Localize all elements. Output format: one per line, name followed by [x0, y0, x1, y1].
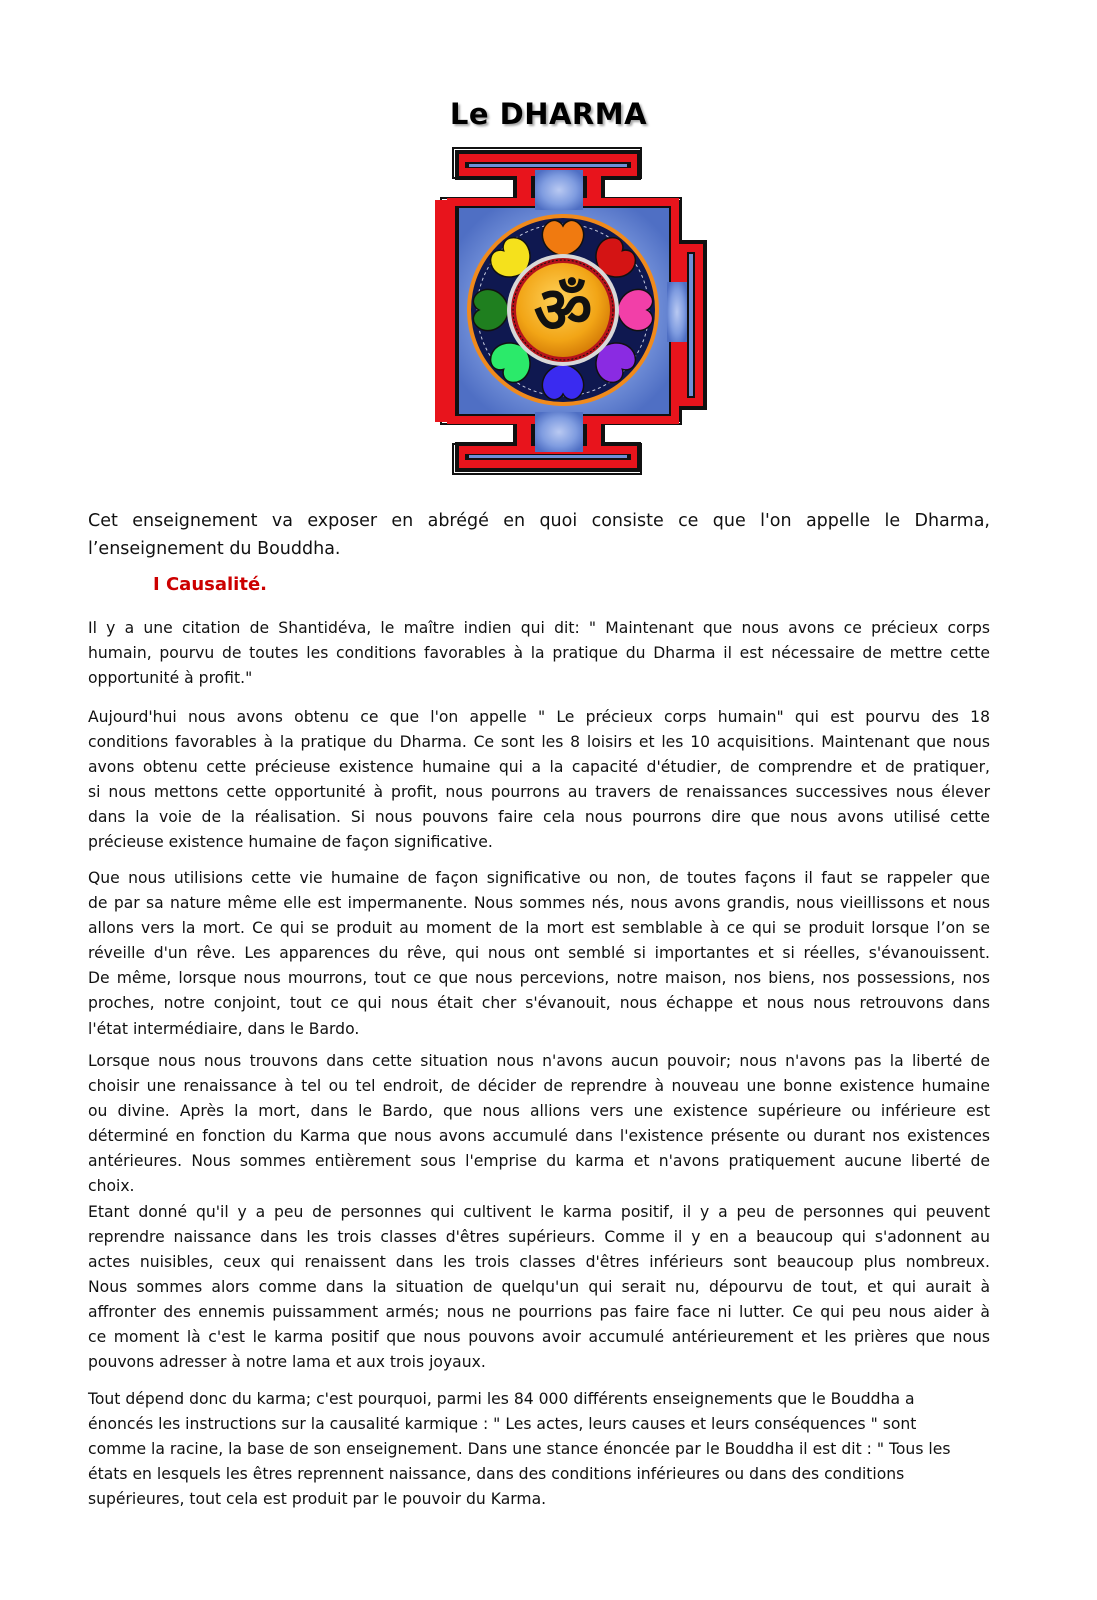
intro-line: Cet enseignement va exposer en abrégé en quoi consiste ce que l'on appelle le Dharma, — [88, 511, 990, 531]
yantra-graphic — [435, 142, 715, 480]
text-line: réveille d'un rêve. Les apparences du rêve, qui nous ont semblé si importantes et si réelles, s'évanouissent. — [88, 944, 990, 963]
text-line: De même, lorsque nous mourrons, tout ce que nous percevions, notre maison, nos biens, nos possessions, nos — [88, 969, 990, 988]
mandala-illustration — [435, 142, 715, 480]
text-line: proches, notre conjoint, tout ce qui nous était cher s'évanouit, nous échappe et nous nous retrouvons dans — [88, 994, 990, 1013]
frame-left — [435, 200, 447, 422]
text-line: reprendre naissance dans les trois classes d'êtres supérieurs. Comme il y en a beaucoup qui s'adonnent au — [88, 1227, 990, 1246]
paragraph-impermanence — [88, 866, 990, 1042]
text-line: ce moment là c'est le karma positif que nous pouvons avoir accumulé antérieurement et les prières que nous — [88, 1328, 990, 1347]
page-title: Le DHARMA — [449, 97, 648, 132]
text-line: Il y a une citation de Shantidéva, le maître indien qui dit: " Maintenant que nous avons ce précieux corps — [88, 619, 990, 637]
text-line: dans la voie de la réalisation. Si nous pouvons faire cela nous pourrons dire que nous avons utilisé cette — [88, 808, 990, 827]
text-line: Nous sommes alors comme dans la situation de quelqu'un qui serait nu, dépourvu de tout, et qui aurait à — [88, 1277, 990, 1296]
text-line: de par sa nature même elle est impermanente. Nous sommes nés, nous avons grandis, nous vieillissons et nous — [88, 894, 990, 913]
text-line: allons vers la mort. Ce qui se produit au moment de la mort est semblable à ce qui se produit lorsque l’on se — [88, 919, 990, 938]
text-line: humain, pourvu de toutes les conditions favorables à la pratique du Dharma il est nécessaire de mettre cette — [88, 644, 990, 663]
text-line: si nous mettons cette opportunité à profit, nous pourrons au travers de renaissances successives nous élever — [88, 783, 990, 802]
paragraph-bardo — [88, 1049, 990, 1375]
text-line: déterminé en fonction du Karma que nous avons accumulé dans l'existence présente ou durant nos existences — [88, 1127, 990, 1146]
text-line: Que nous utilisions cette vie humaine de façon significative ou non, de toutes façons il faut se rappeler que — [88, 869, 990, 887]
text-line: opportunité à profit." — [88, 669, 253, 688]
text-line: Lorsque nous nous trouvons dans cette situation nous n'avons aucun pouvoir; nous n'avons pas la liberté de — [88, 1052, 990, 1070]
section-heading: I Causalité. — [153, 574, 267, 595]
text-line: actes nuisibles, ceux qui renaissent dans les trois classes d'êtres inférieurs sont beaucoup plus nombreux. — [88, 1252, 990, 1271]
text-line: états en lesquels les êtres reprennent naissance, dans des conditions inférieures ou dans des conditions — [88, 1465, 905, 1484]
paragraph-precious-human-body — [88, 705, 990, 856]
text-line: antérieures. Nous sommes entièrement sous l'emprise du karma et n'avons pratiquement aucune liberté de — [88, 1152, 990, 1171]
text-line: Tout dépend donc du karma; c'est pourquoi, parmi les 84 000 différents enseignements que le Bouddha a — [88, 1390, 915, 1408]
text-line: l'état intermédiaire, dans le Bardo. — [88, 1019, 360, 1038]
intro-paragraph — [88, 507, 990, 563]
text-line: choisir une renaissance à tel ou tel endroit, de décider de reprendre à nouveau une bonne existence humaine — [88, 1077, 990, 1096]
om-symbol-icon: ॐ — [533, 274, 593, 348]
text-line: choix. — [88, 1177, 135, 1196]
text-line: pouvons adresser à notre lama et aux trois joyaux. — [88, 1353, 486, 1372]
text-line: Aujourd'hui nous avons obtenu ce que l'on appelle " Le précieux corps humain" qui est pourvu des 18 — [88, 708, 990, 726]
paragraph-shantideva-quote — [88, 616, 990, 691]
text-line: supérieures, tout cela est produit par le pouvoir du Karma. — [88, 1490, 547, 1509]
text-line: Etant donné qu'il y a peu de personnes qui cultivent le karma positif, il y a peu de personnes qui peuvent — [88, 1202, 990, 1221]
paragraph-karma-root — [88, 1387, 990, 1512]
text-line: avons obtenu cette précieuse existence humaine qui a la capacité d'étudier, de comprendre et de pratiquer, — [88, 758, 990, 777]
text-line: affronter des ennemis puissamment armés; nous ne pourrions pas faire face ni lutter. Ce qui peu nous aider à — [88, 1302, 990, 1321]
text-line: précieuse existence humaine de façon significative. — [88, 833, 493, 852]
text-line: comme la racine, la base de son enseignement. Dans une stance énoncée par le Bouddha il est dit : " Tous les — [88, 1440, 951, 1459]
intro-line: l’enseignement du Bouddha. — [88, 539, 341, 559]
text-line: conditions favorables à la pratique du Dharma. Ce sont les 8 loisirs et les 10 acquisitions. Maintenant que nous — [88, 733, 990, 752]
text-line: ou divine. Après la mort, dans le Bardo, que nous allions vers une existence supérieure ou inférieure est — [88, 1102, 990, 1121]
text-line: énoncés les instructions sur la causalité karmique : " Les actes, leurs causes et leurs conséquences " sont — [88, 1415, 917, 1434]
